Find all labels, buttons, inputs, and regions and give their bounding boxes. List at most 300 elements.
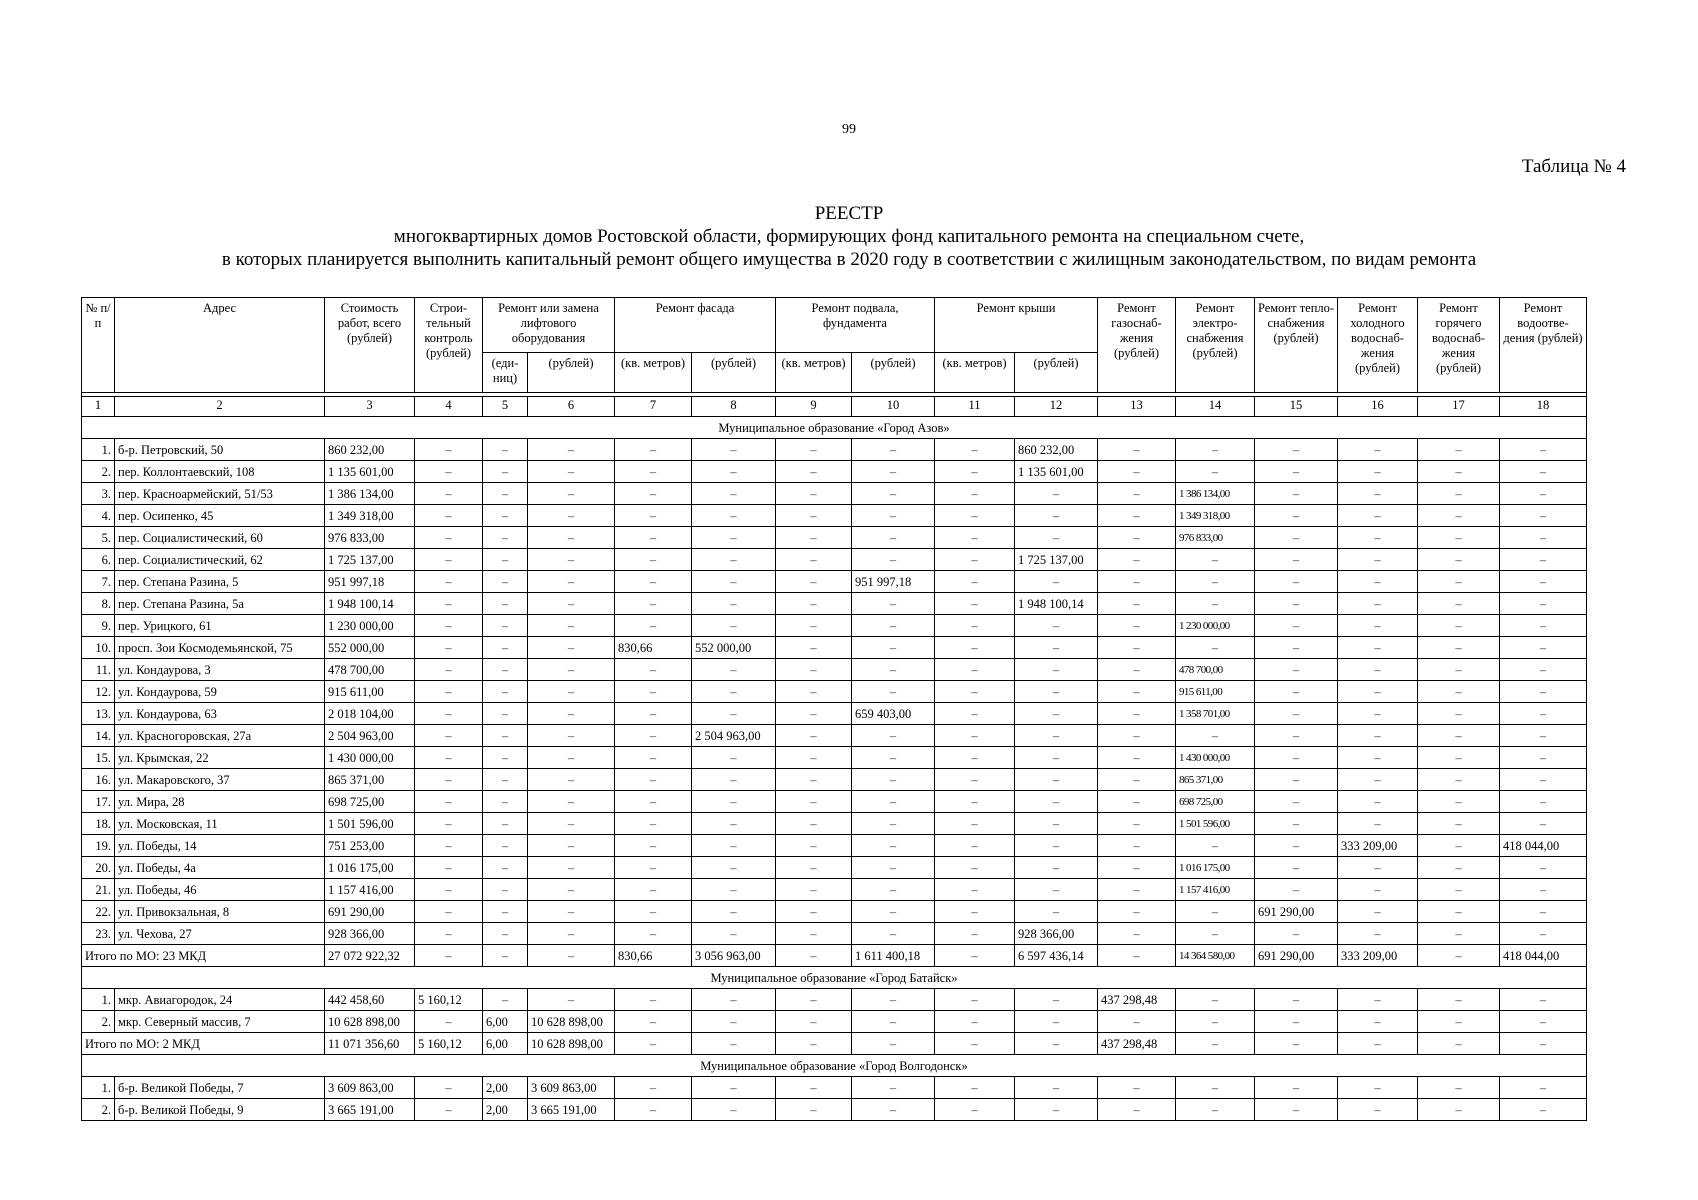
row-value: 1 230 000,00 xyxy=(1176,615,1255,637)
row-value: – xyxy=(528,483,615,505)
row-value: – xyxy=(776,1099,852,1121)
table-row xyxy=(82,549,1587,571)
column-number: 17 xyxy=(1418,397,1500,417)
row-value: – xyxy=(1418,571,1500,593)
table-row xyxy=(82,813,1587,835)
row-value: – xyxy=(615,989,692,1011)
row-value: 1 430 000,00 xyxy=(1176,747,1255,769)
row-number: 16. xyxy=(82,769,115,791)
row-value: – xyxy=(415,725,483,747)
row-value: – xyxy=(935,747,1015,769)
row-value: 865 371,00 xyxy=(325,769,415,791)
total-value: – xyxy=(935,945,1015,967)
row-value: 2 504 963,00 xyxy=(692,725,776,747)
row-value: – xyxy=(1500,769,1587,791)
row-value: – xyxy=(1338,725,1418,747)
total-row xyxy=(82,1033,1587,1055)
column-number: 18 xyxy=(1500,397,1587,417)
row-value: – xyxy=(1015,901,1098,923)
row-number: 2. xyxy=(82,461,115,483)
row-value: – xyxy=(615,769,692,791)
row-value: – xyxy=(776,835,852,857)
row-number: 12. xyxy=(82,681,115,703)
total-value: – xyxy=(692,1033,776,1055)
row-value: 860 232,00 xyxy=(325,439,415,461)
row-value: 691 290,00 xyxy=(1255,901,1338,923)
row-value: – xyxy=(1338,505,1418,527)
table-row xyxy=(82,791,1587,813)
row-value: – xyxy=(776,747,852,769)
row-value: – xyxy=(1176,549,1255,571)
row-value: – xyxy=(615,615,692,637)
column-number: 2 xyxy=(115,397,325,417)
row-number: 15. xyxy=(82,747,115,769)
row-value: – xyxy=(1015,615,1098,637)
row-value: – xyxy=(776,989,852,1011)
row-value: – xyxy=(1255,637,1338,659)
row-value: – xyxy=(1176,637,1255,659)
table-row xyxy=(82,879,1587,901)
row-value: – xyxy=(615,461,692,483)
row-value: 951 997,18 xyxy=(852,571,935,593)
column-numbers-row xyxy=(82,397,1587,417)
row-value: – xyxy=(483,901,528,923)
row-value: – xyxy=(615,1011,692,1033)
row-value: – xyxy=(935,813,1015,835)
row-value: – xyxy=(415,461,483,483)
row-value: – xyxy=(1338,681,1418,703)
row-value: – xyxy=(528,637,615,659)
column-number: 3 xyxy=(325,397,415,417)
row-value: 1 349 318,00 xyxy=(1176,505,1255,527)
row-value: – xyxy=(1500,989,1587,1011)
row-value: 1 501 596,00 xyxy=(325,813,415,835)
header-roof: Ремонт крыши xyxy=(935,298,1098,353)
row-value: – xyxy=(1418,615,1500,637)
row-value: 865 371,00 xyxy=(1176,769,1255,791)
row-value: – xyxy=(528,659,615,681)
row-value: 691 290,00 xyxy=(325,901,415,923)
row-value: – xyxy=(1418,813,1500,835)
row-value: 442 458,60 xyxy=(325,989,415,1011)
row-value: – xyxy=(776,791,852,813)
row-value: – xyxy=(852,813,935,835)
total-value: – xyxy=(776,945,852,967)
total-value: 11 071 356,60 xyxy=(325,1033,415,1055)
row-value: – xyxy=(483,571,528,593)
row-value: – xyxy=(483,483,528,505)
row-value: – xyxy=(415,637,483,659)
row-value: 5 160,12 xyxy=(415,989,483,1011)
row-number: 10. xyxy=(82,637,115,659)
row-value: – xyxy=(528,901,615,923)
table-row xyxy=(82,1077,1587,1099)
row-value: – xyxy=(1255,483,1338,505)
table-row xyxy=(82,747,1587,769)
row-value: – xyxy=(483,857,528,879)
row-value: – xyxy=(1015,747,1098,769)
row-value: – xyxy=(776,1077,852,1099)
row-value: – xyxy=(935,901,1015,923)
document-title xyxy=(0,202,1698,271)
row-value: – xyxy=(1098,725,1176,747)
row-value: – xyxy=(1098,681,1176,703)
row-value: – xyxy=(776,1011,852,1033)
row-value: – xyxy=(1338,439,1418,461)
row-value: – xyxy=(528,813,615,835)
subheader-elevator-units: (еди-ниц) xyxy=(483,353,528,393)
row-value: – xyxy=(483,703,528,725)
row-address: пер. Коллонтаевский, 108 xyxy=(115,461,325,483)
row-value: – xyxy=(615,1077,692,1099)
row-value: – xyxy=(1255,593,1338,615)
total-label: Итого по МО: 23 МКД xyxy=(82,945,325,967)
row-value: – xyxy=(1015,483,1098,505)
row-address: ул. Московская, 11 xyxy=(115,813,325,835)
row-value: 10 628 898,00 xyxy=(325,1011,415,1033)
row-value: 1 386 134,00 xyxy=(1176,483,1255,505)
row-value: – xyxy=(483,681,528,703)
row-value: – xyxy=(935,857,1015,879)
row-value: – xyxy=(1015,703,1098,725)
row-number: 5. xyxy=(82,527,115,549)
row-value: – xyxy=(1500,659,1587,681)
row-value: – xyxy=(852,549,935,571)
row-value: 915 611,00 xyxy=(325,681,415,703)
row-value: – xyxy=(1418,439,1500,461)
row-value: – xyxy=(1500,923,1587,945)
table-row xyxy=(82,725,1587,747)
row-number: 14. xyxy=(82,725,115,747)
row-value: – xyxy=(1418,923,1500,945)
row-address: ул. Макаровского, 37 xyxy=(115,769,325,791)
row-address: пер. Красноармейский, 51/53 xyxy=(115,483,325,505)
row-value: – xyxy=(415,593,483,615)
section-title: Муниципальное образование «Город Батайск» xyxy=(82,967,1587,989)
row-value: 1 725 137,00 xyxy=(325,549,415,571)
table-row xyxy=(82,505,1587,527)
row-value: 1 358 701,00 xyxy=(1176,703,1255,725)
table-row xyxy=(82,769,1587,791)
row-value: – xyxy=(1098,1077,1176,1099)
total-value: – xyxy=(852,1033,935,1055)
row-value: – xyxy=(528,681,615,703)
row-value: – xyxy=(776,703,852,725)
row-value: – xyxy=(1098,439,1176,461)
row-value: – xyxy=(1338,901,1418,923)
row-value: – xyxy=(1500,725,1587,747)
row-value: 1 430 000,00 xyxy=(325,747,415,769)
row-value: – xyxy=(1500,637,1587,659)
row-value: – xyxy=(1418,769,1500,791)
column-number: 4 xyxy=(415,397,483,417)
section-header-row xyxy=(82,417,1587,439)
row-value: – xyxy=(615,483,692,505)
row-value: – xyxy=(692,857,776,879)
total-value: – xyxy=(1176,1033,1255,1055)
row-value: – xyxy=(1500,527,1587,549)
row-value: – xyxy=(852,681,935,703)
row-value: 2,00 xyxy=(483,1077,528,1099)
row-value: – xyxy=(1418,835,1500,857)
row-value: – xyxy=(415,835,483,857)
row-value: – xyxy=(1098,615,1176,637)
total-value: – xyxy=(1255,1033,1338,1055)
row-value: – xyxy=(1338,593,1418,615)
column-number: 11 xyxy=(935,397,1015,417)
row-address: ул. Чехова, 27 xyxy=(115,923,325,945)
row-value: – xyxy=(615,505,692,527)
row-value: – xyxy=(1418,593,1500,615)
row-address: ул. Кондаурова, 59 xyxy=(115,681,325,703)
row-value: – xyxy=(615,857,692,879)
row-number: 4. xyxy=(82,505,115,527)
row-value: – xyxy=(935,769,1015,791)
row-value: 1 386 134,00 xyxy=(325,483,415,505)
row-value: – xyxy=(692,703,776,725)
row-value: – xyxy=(852,1099,935,1121)
row-value: – xyxy=(528,571,615,593)
row-value: – xyxy=(1015,505,1098,527)
row-value: 552 000,00 xyxy=(692,637,776,659)
row-value: – xyxy=(1255,791,1338,813)
table-row xyxy=(82,1011,1587,1033)
row-value: – xyxy=(1015,1077,1098,1099)
row-value: – xyxy=(692,483,776,505)
row-value: – xyxy=(776,483,852,505)
row-value: – xyxy=(483,791,528,813)
total-value: 10 628 898,00 xyxy=(528,1033,615,1055)
row-value: – xyxy=(692,901,776,923)
row-value: 928 366,00 xyxy=(1015,923,1098,945)
row-value: – xyxy=(415,703,483,725)
row-value: – xyxy=(692,681,776,703)
total-value: 691 290,00 xyxy=(1255,945,1338,967)
row-value: 437 298,48 xyxy=(1098,989,1176,1011)
column-number: 7 xyxy=(615,397,692,417)
row-value: – xyxy=(1338,571,1418,593)
row-value: – xyxy=(483,989,528,1011)
row-value: – xyxy=(415,483,483,505)
row-value: – xyxy=(1500,703,1587,725)
row-value: – xyxy=(1255,505,1338,527)
row-value: – xyxy=(1338,989,1418,1011)
row-value: – xyxy=(528,703,615,725)
row-value: – xyxy=(1098,835,1176,857)
row-value: – xyxy=(483,527,528,549)
table-label: Таблица № 4 xyxy=(1521,156,1626,177)
row-value: – xyxy=(1015,791,1098,813)
row-value: – xyxy=(1015,725,1098,747)
row-address: мкр. Авиагородок, 24 xyxy=(115,989,325,1011)
header-sewer: Ремонт водоотве-дения (рублей) xyxy=(1500,298,1587,393)
row-value: – xyxy=(1098,813,1176,835)
row-value: – xyxy=(776,593,852,615)
row-value: – xyxy=(1255,439,1338,461)
row-address: мкр. Северный массив, 7 xyxy=(115,1011,325,1033)
row-value: 976 833,00 xyxy=(1176,527,1255,549)
row-value: – xyxy=(776,505,852,527)
row-value: – xyxy=(1500,615,1587,637)
row-value: – xyxy=(1255,725,1338,747)
row-value: – xyxy=(852,901,935,923)
row-value: – xyxy=(1098,879,1176,901)
row-value: – xyxy=(483,813,528,835)
row-value: – xyxy=(1418,681,1500,703)
row-address: пер. Степана Разина, 5 xyxy=(115,571,325,593)
subheader-roof-rub: (рублей) xyxy=(1015,353,1098,393)
row-value: – xyxy=(1015,989,1098,1011)
row-value: – xyxy=(935,791,1015,813)
row-value: – xyxy=(692,505,776,527)
row-value: – xyxy=(1098,593,1176,615)
table-row xyxy=(82,461,1587,483)
row-value: – xyxy=(935,527,1015,549)
row-address: ул. Крымская, 22 xyxy=(115,747,325,769)
row-value: – xyxy=(1015,571,1098,593)
row-value: – xyxy=(1255,769,1338,791)
row-value: – xyxy=(935,615,1015,637)
row-value: – xyxy=(615,571,692,593)
row-value: – xyxy=(692,769,776,791)
row-value: – xyxy=(1500,681,1587,703)
row-number: 11. xyxy=(82,659,115,681)
row-value: – xyxy=(1255,747,1338,769)
row-address: ул. Красногоровская, 27а xyxy=(115,725,325,747)
header-cold-water: Ремонт холодного водоснаб-жения (рублей) xyxy=(1338,298,1418,393)
row-value: 1 016 175,00 xyxy=(1176,857,1255,879)
row-value: – xyxy=(1500,791,1587,813)
row-value: – xyxy=(1500,879,1587,901)
row-value: – xyxy=(1500,857,1587,879)
row-number: 22. xyxy=(82,901,115,923)
row-value: – xyxy=(852,615,935,637)
row-value: 1 230 000,00 xyxy=(325,615,415,637)
row-value: – xyxy=(1418,857,1500,879)
row-value: – xyxy=(528,989,615,1011)
row-value: – xyxy=(415,1077,483,1099)
row-value: 1 135 601,00 xyxy=(1015,461,1098,483)
row-value: 1 948 100,14 xyxy=(1015,593,1098,615)
row-value: – xyxy=(615,439,692,461)
row-value: – xyxy=(776,681,852,703)
row-value: – xyxy=(1255,989,1338,1011)
row-value: – xyxy=(692,791,776,813)
row-value: – xyxy=(1015,681,1098,703)
row-value: 2,00 xyxy=(483,1099,528,1121)
column-number: 13 xyxy=(1098,397,1176,417)
row-value: – xyxy=(415,549,483,571)
row-value: – xyxy=(1255,813,1338,835)
table-row xyxy=(82,857,1587,879)
row-value: – xyxy=(1255,1011,1338,1033)
row-value: 830,66 xyxy=(615,637,692,659)
row-value: – xyxy=(935,439,1015,461)
row-value: – xyxy=(776,901,852,923)
row-value: – xyxy=(415,681,483,703)
row-value: 928 366,00 xyxy=(325,923,415,945)
total-value: – xyxy=(615,1033,692,1055)
table-row xyxy=(82,593,1587,615)
row-address: ул. Привокзальная, 8 xyxy=(115,901,325,923)
row-value: – xyxy=(1338,461,1418,483)
row-value: – xyxy=(852,505,935,527)
row-value: 698 725,00 xyxy=(325,791,415,813)
row-value: – xyxy=(1015,659,1098,681)
row-value: – xyxy=(483,439,528,461)
row-value: – xyxy=(1176,593,1255,615)
row-value: – xyxy=(1015,1011,1098,1033)
row-value: – xyxy=(1255,615,1338,637)
row-value: – xyxy=(1098,1011,1176,1033)
row-value: 6,00 xyxy=(483,1011,528,1033)
row-value: – xyxy=(852,439,935,461)
row-value: – xyxy=(1176,1077,1255,1099)
row-value: – xyxy=(852,527,935,549)
row-value: – xyxy=(692,879,776,901)
table-row xyxy=(82,571,1587,593)
row-value: – xyxy=(692,923,776,945)
row-value: – xyxy=(935,879,1015,901)
title-line-3: в которых планируется выполнить капитальный ремонт общего имущества в 2020 году в соответствии с жилищным законодательством, по видам ремонта xyxy=(221,249,1477,270)
table-row xyxy=(82,637,1587,659)
row-value: – xyxy=(528,769,615,791)
table-row xyxy=(82,659,1587,681)
table-row xyxy=(82,901,1587,923)
total-value: 418 044,00 xyxy=(1500,945,1587,967)
column-number: 6 xyxy=(528,397,615,417)
row-value: 1 501 596,00 xyxy=(1176,813,1255,835)
row-value: – xyxy=(776,857,852,879)
row-number: 17. xyxy=(82,791,115,813)
row-value: – xyxy=(1098,703,1176,725)
row-value: – xyxy=(615,901,692,923)
row-value: – xyxy=(1255,659,1338,681)
row-value: – xyxy=(615,835,692,857)
total-value: 27 072 922,32 xyxy=(325,945,415,967)
row-value: – xyxy=(1418,637,1500,659)
row-value: – xyxy=(528,527,615,549)
row-value: – xyxy=(615,813,692,835)
row-value: – xyxy=(483,615,528,637)
row-value: 333 209,00 xyxy=(1338,835,1418,857)
row-address: пер. Степана Разина, 5а xyxy=(115,593,325,615)
row-value: – xyxy=(1176,1099,1255,1121)
row-number: 1. xyxy=(82,989,115,1011)
row-value: – xyxy=(1500,593,1587,615)
column-number: 14 xyxy=(1176,397,1255,417)
row-value: – xyxy=(1338,637,1418,659)
row-value: – xyxy=(483,725,528,747)
total-value: 3 056 963,00 xyxy=(692,945,776,967)
section-header-row xyxy=(82,967,1587,989)
row-value: – xyxy=(852,1077,935,1099)
header-total-cost: Стоимость работ, всего (рублей) xyxy=(325,298,415,393)
row-value: – xyxy=(528,923,615,945)
row-value: – xyxy=(852,725,935,747)
row-value: – xyxy=(1500,549,1587,571)
column-number: 9 xyxy=(776,397,852,417)
row-value: – xyxy=(852,461,935,483)
row-value: – xyxy=(1098,747,1176,769)
column-number: 15 xyxy=(1255,397,1338,417)
row-value: – xyxy=(776,637,852,659)
row-value: – xyxy=(1015,813,1098,835)
table-row xyxy=(82,681,1587,703)
row-value: – xyxy=(1176,835,1255,857)
row-address: б-р. Великой Победы, 9 xyxy=(115,1099,325,1121)
row-value: – xyxy=(1255,1099,1338,1121)
